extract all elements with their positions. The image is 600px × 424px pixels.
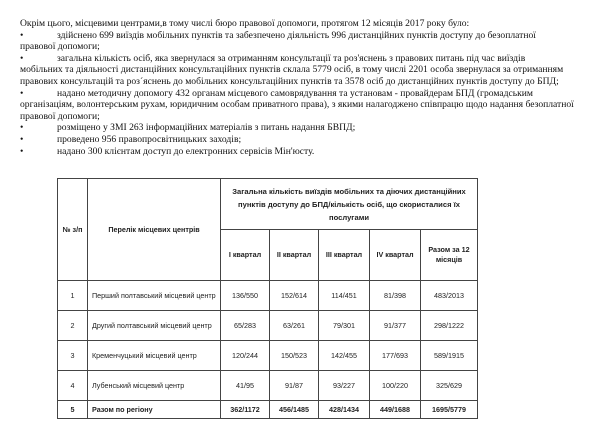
bullet-cont: організаціям, волонтерським рухам, юридичним особам приватного права), з якими налагоджено співпрацю щодо надання безоплатної правової допомоги; (20, 99, 574, 122)
bullet-item (20, 88, 586, 123)
table-row (58, 311, 478, 341)
intro-paragraph: Окрім цього, місцевими центрами,в тому числі бюро правової допомоги, протягом 12 місяців 2017 року було: (20, 18, 470, 29)
header-name: Перелік місцевих центрів (88, 179, 221, 281)
bullet-item (20, 122, 586, 134)
bullet-text: розміщено у ЗМІ 263 інформаційних матеріалів з питань надання БВПД; (57, 122, 356, 134)
total-q3: 428/1434 (319, 401, 370, 419)
cell-q1: 120/244 (221, 341, 270, 371)
cell-q2: 63/261 (270, 311, 319, 341)
cell-total: 589/1915 (421, 341, 478, 371)
bullet-item (20, 53, 586, 88)
table-row (58, 281, 478, 311)
cell-total: 325/629 (421, 371, 478, 401)
total-q1: 362/1172 (221, 401, 270, 419)
bullet-text: надано методичну допомогу 432 органам місцевого самоврядування та установам - провайдерам БПД (громадським (57, 87, 534, 99)
header-num: № з/п (58, 179, 88, 281)
bullet-text: загальна кількість осіб, яка звернулася за отриманням консультації та роз'яснень з правових питань під час виїздів (57, 52, 526, 64)
row-num: 2 (58, 311, 88, 341)
row-name: Кременчуцький місцевий центр (88, 341, 221, 371)
cell-q1: 65/283 (221, 311, 270, 341)
row-name: Лубенський місцевий центр (88, 371, 221, 401)
bullet-cont: мобільних та діяльності дистанційних консультаційних пунктів склала 5779 осіб, в тому числі 2201 особа звернулася за отриманням правових консультацій та роз´яснень до мобільних консультаційних пунктів та 3578 осіб до дистанційних пунктів доступу до БПД; (20, 64, 564, 87)
cell-q3: 79/301 (319, 311, 370, 341)
header-total: Разом за 12 місяців (421, 230, 478, 281)
bullet-symbol: • (20, 145, 24, 157)
row-name: Перший полтавський місцевий центр (88, 281, 221, 311)
bullet-text: проведено 956 правопросвітницьких заходів; (57, 133, 242, 145)
header-q3: III квартал (319, 230, 370, 281)
total-q2: 456/1485 (270, 401, 319, 419)
header-q2: II квартал (270, 230, 319, 281)
cell-total: 483/2013 (421, 281, 478, 311)
total-total: 1695/5779 (421, 401, 478, 419)
bullet-text: надано 300 клієнтам доступ до електронних сервісів Мін'юсту. (57, 145, 315, 157)
bullet-symbol: • (20, 29, 24, 41)
bullet-item (20, 146, 586, 158)
cell-q1: 41/95 (221, 371, 270, 401)
cell-q4: 100/220 (370, 371, 421, 401)
mobile-points-table (57, 178, 478, 419)
header-q1: I квартал (221, 230, 270, 281)
header-group: Загальна кількість виїздів мобільних та діючих дистанційних пунктів доступу до БПД/кількість осіб, що скористалися їх послугами (221, 179, 478, 230)
row-num: 1 (58, 281, 88, 311)
table-total-row (58, 401, 478, 419)
bullet-cont: правової допомоги; (20, 41, 100, 53)
cell-q3: 142/455 (319, 341, 370, 371)
bullet-item (20, 134, 586, 146)
cell-q4: 91/377 (370, 311, 421, 341)
bullet-list (20, 30, 586, 158)
cell-q1: 136/550 (221, 281, 270, 311)
bullet-item (20, 30, 586, 53)
cell-q4: 81/398 (370, 281, 421, 311)
table-row (58, 341, 478, 371)
bullet-symbol: • (20, 87, 24, 99)
header-q4: IV квартал (370, 230, 421, 281)
cell-q2: 152/614 (270, 281, 319, 311)
bullet-symbol: • (20, 122, 24, 134)
total-q4: 449/1688 (370, 401, 421, 419)
cell-q3: 93/227 (319, 371, 370, 401)
cell-total: 298/1222 (421, 311, 478, 341)
total-name: Разом по регіону (88, 401, 221, 419)
row-num: 4 (58, 371, 88, 401)
cell-q2: 91/87 (270, 371, 319, 401)
cell-q2: 150/523 (270, 341, 319, 371)
row-num: 3 (58, 341, 88, 371)
bullet-symbol: • (20, 133, 24, 145)
bullet-text: здійснено 699 виїздів мобільних пунктів та забезпечено діяльність 996 дистанційних пунктів доступу до безоплатної (57, 29, 536, 41)
total-num: 5 (58, 401, 88, 419)
row-name: Другий полтавський місцевий центр (88, 311, 221, 341)
document-text (20, 18, 586, 157)
bullet-symbol: • (20, 52, 24, 64)
table-row (58, 371, 478, 401)
cell-q4: 177/693 (370, 341, 421, 371)
cell-q3: 114/451 (319, 281, 370, 311)
